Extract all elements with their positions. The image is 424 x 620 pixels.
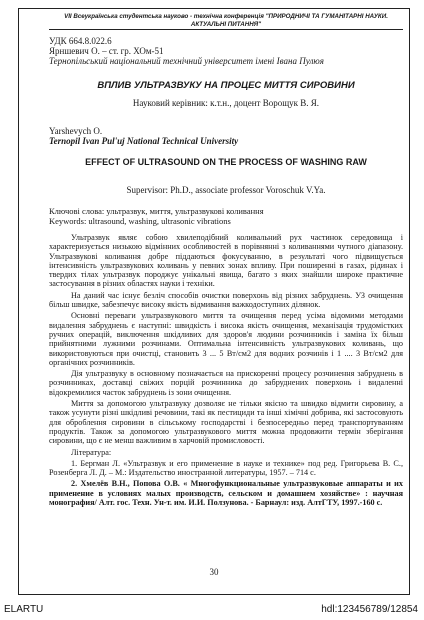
keywords-en: Keywords: ultrasound, washing, ultrasonic vibrations — [49, 215, 231, 226]
supervisor-en: Supervisor: Ph.D., associate professor Voroschuk V.Ya. — [126, 185, 326, 195]
footer-handle[interactable]: hdl:123456789/12854 — [321, 604, 418, 615]
author-uk: Ярншевич О. – ст. гр. ХОм-51 — [49, 46, 164, 56]
title-uk: ВПЛИВ УЛЬТРАЗВУКУ НА ПРОЦЕС МИТТЯ СИРОВИНИ — [97, 80, 355, 91]
body-text — [49, 233, 403, 509]
paragraph: Ультразвук являє собою хвилеподібний коливальний рух частинок середовища і характеризується низькою відмінних особливостей в порівнянні з коливаннями чутного діапазону. Ультразвукові коливання добре піддаються фокусуванню, в результаті чого підвищується інтенсивність ультразвукових коливань у певних зонах впливу. При поширенні в газах, рідинах і твердих тілах ультразвук породжує унікальні явища, багато з яких знайшли широке практичне застосування в різних областях науки і техніки. — [49, 233, 403, 289]
reference-item: 1. Бергман Л. «Ультразвук и его применение в науке и технике» под ред. Григорьева В. С., Розенберга Л. Д. – М.: Издательство иностранной литературы, 1957. – 714 с. — [49, 458, 403, 478]
paragraph: Дія ультразвуку в основному позначається на прискоренні процесу розчинення забруднень в розчинниках, доставці свіжих порцій розчинника до забруднених поверхонь і видаленні відокремилися часток забруднень із зони очищення. — [49, 369, 403, 397]
references-title: Література: — [71, 447, 112, 457]
header-rule — [49, 29, 403, 30]
footer-repository: ELARTU — [4, 604, 44, 615]
page-number: 30 — [209, 567, 219, 577]
paragraph: Основні переваги ультразвукового миття та очищення перед усіма відомими методами видалення забруднень є наступні: швидкість і висока якість очищення, механізація трудомістких ручних операцій, виключення шкідливих для здоров'я людини розчинників і заміна їх більш прийнятними лужними розчинами. Оптимальна інтенсивність ультразвукових коливань, що використовуються при очистці, становить 3 ... 5 Вт/см2 для водних розчинів і 1 .... 3 Вт/см2 для органічних розчинників. — [49, 311, 403, 367]
references — [49, 448, 403, 508]
paragraph: На даний час існує безліч способів очистки поверхонь від різних забруднень. УЗ очищення більш швидке, забезпечує високу якість відмивання важкодоступних ділянок. — [49, 290, 403, 310]
footer — [0, 604, 424, 618]
conference-header: VII Всеукраїнська студентська науково - технічна конференція "ПРИРОДНИЧІ ТА ГУМАНІТАРНІ НАУКИ. АКТУАЛЬНІ ПИТАННЯ" — [64, 13, 388, 28]
reference-item: 2. Хмелёв В.Н., Попова О.В. « Многофункциональные ультразвуковые аппараты и их применение в условиях малых производств, сельском и домашнем хозяйстве» : научная монография/ Алт. гос. Техн. Ун-т. им. И.И. Ползунова. - Барнаул: изд. АлтГТУ, 1997.-160 с. — [49, 479, 403, 508]
udc-code: УДК 664.8.022.6 — [49, 36, 112, 46]
author-en: Yarshevych O. — [49, 126, 103, 136]
institution-uk: Тернопільський національний технічний університет імені Івана Пулюя — [49, 56, 324, 66]
title-en: EFFECT OF ULTRASOUND ON THE PROCESS OF WASHING RAW — [85, 157, 367, 167]
paragraph: Миття за допомогою ультразвуку дозволяє не тільки якісно та швидко відмити сировину, а також усунути різні шкідливі речовини, такі як пестициди та інші хімічні добрива, які застосовують для оброблення сировини в сільському господарстві і безпосередньо перед транспортуванням продуктів. Також за допомогою ультразвукового миття можна продовжити термін зберігання сировини, що є не менш важливим в харчовій промисловості. — [49, 399, 403, 446]
institution-en: Ternopil Ivan Pul'uj National Technical University — [49, 136, 239, 146]
page — [18, 8, 410, 595]
keywords-uk: Ключові слова: ультразвук, миття, ультразвукові коливання — [49, 206, 264, 216]
supervisor-uk: Науковий керівник: к.т.н., доцент Ворощук В. Я. — [132, 98, 320, 108]
keywords — [49, 207, 264, 226]
